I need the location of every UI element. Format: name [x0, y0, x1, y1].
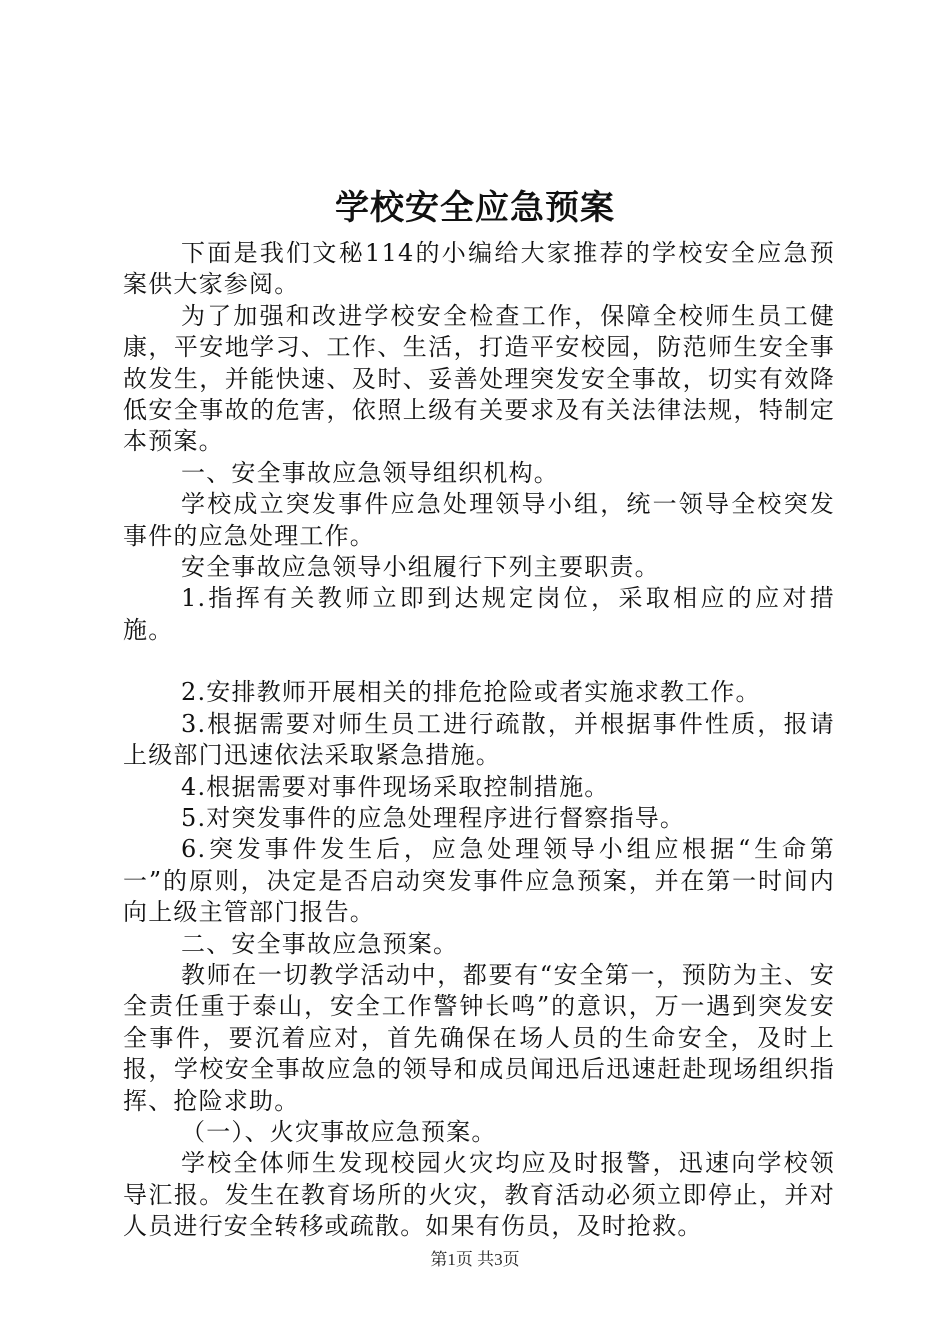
list-item-duty-6: 6.突发事件发生后，应急处理领导小组应根据“生命第一”的原则，决定是否启动突发事件应急预案，并在第一时间内向上级主管部门报告。: [123, 835, 835, 927]
document-title: 学校安全应急预案: [335, 188, 615, 228]
list-item-duty-5: 5.对突发事件的应急处理程序进行督察指导。: [181, 803, 686, 832]
document-body: [123, 238, 835, 1243]
paragraph-leadership-group: 学校成立突发事件应急处理领导小组，统一领导全校突发事件的应急处理工作。: [123, 490, 835, 550]
heading-section-2: 二、安全事故应急预案。: [181, 929, 459, 958]
paragraph-purpose: 为了加强和改进学校安全检查工作，保障全校师生员工健康，平安地学习、工作、生活，打造平安校园，防范师生安全事故发生，并能快速、及时、妥善处理突发安全事故，切实有效降低安全事故的危害，依照上级有关要求及有关法律法规，特制定本预案。: [123, 301, 835, 456]
list-item-duty-4: 4.根据需要对事件现场采取控制措施。: [181, 772, 610, 801]
page-footer: 第1页 共3页: [430, 1250, 520, 1269]
heading-fire-plan: （一）、火灾事故应急预案。: [181, 1117, 497, 1146]
paragraph-teacher-safety: 教师在一切教学活动中，都要有“安全第一，预防为主、安全责任重于泰山，安全工作警钟长鸣”的意识，万一遇到突发安全事件，要沉着应对，首先确保在场人员的生命安全，及时上报，学校安全事故应急的领导和成员闻迅后迅速赶赴现场组织指挥、抢险求助。: [123, 960, 835, 1115]
list-item-duty-3: 3.根据需要对师生员工进行疏散，并根据事件性质，报请上级部门迅速依法采取紧急措施。: [123, 709, 835, 770]
paragraph-intro: 下面是我们文秘114的小编给大家推荐的学校安全应急预案供大家参阅。: [123, 239, 835, 299]
paragraph-duties-intro: 安全事故应急领导小组履行下列主要职责。: [181, 553, 660, 582]
paragraph-fire-response: 学校全体师生发现校园火灾均应及时报警，迅速向学校领导汇报。发生在教育场所的火灾，教育活动必须立即停止，并对人员进行安全转移或疏散。如果有伤员，及时抢救。: [123, 1149, 835, 1241]
blank-line: [123, 646, 835, 677]
list-item-duty-2: 2.安排教师开展相关的排危抢险或者实施求教工作。: [181, 678, 761, 707]
heading-section-1: 一、安全事故应急领导组织机构。: [181, 458, 559, 487]
list-item-duty-1: 1.指挥有关教师立即到达规定岗位，采取相应的应对措施。: [123, 584, 835, 644]
